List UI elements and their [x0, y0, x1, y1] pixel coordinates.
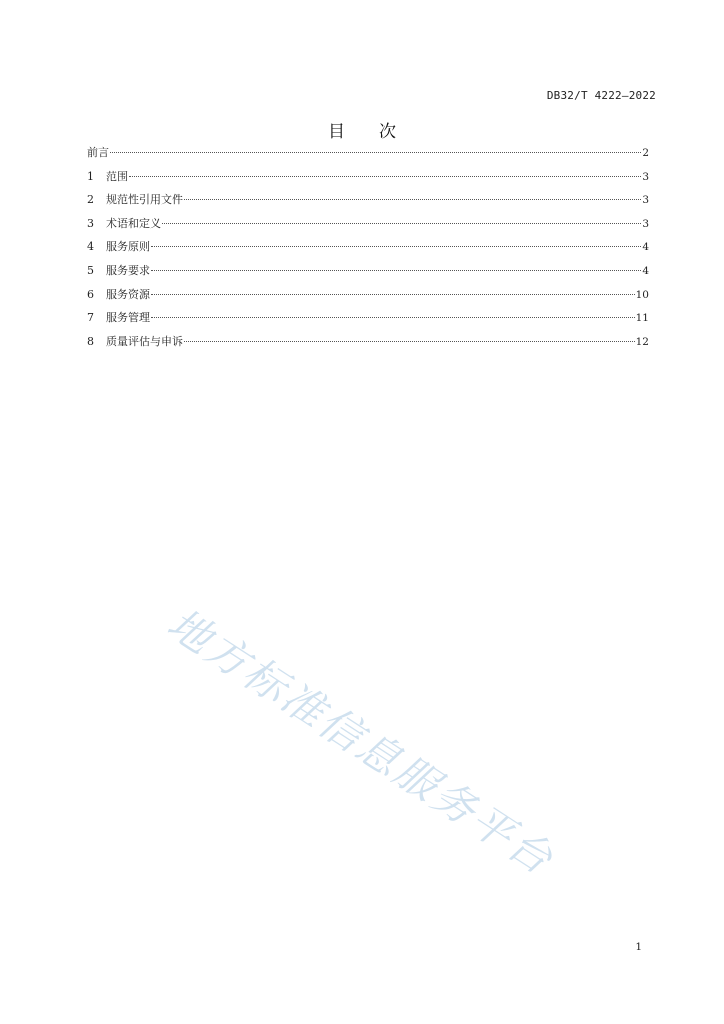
- toc-entry-label: 规范性引用文件: [106, 193, 183, 207]
- toc-dot-leader: [184, 199, 641, 200]
- toc-entry-number: 5: [87, 263, 94, 277]
- toc-entry-number: 8: [87, 334, 94, 348]
- toc-entry-normative-references[interactable]: [87, 191, 649, 215]
- toc-entry-page: 3: [642, 217, 649, 230]
- toc-entry-number: 1: [87, 169, 94, 183]
- toc-entry-label: 质量评估与申诉: [106, 334, 183, 348]
- toc-entry-label: 范围: [106, 169, 128, 183]
- toc-entry-number: 7: [87, 311, 94, 325]
- toc-entry-label: 服务管理: [106, 311, 150, 325]
- toc-entry-label: 前言: [87, 146, 109, 159]
- toc-dot-leader: [162, 223, 641, 224]
- toc-title-part1: 目: [328, 122, 345, 142]
- toc-dot-leader: [151, 294, 635, 295]
- toc-title: [0, 117, 724, 142]
- toc-entry-service-resources[interactable]: [87, 286, 649, 310]
- table-of-contents: [87, 144, 649, 356]
- toc-dot-leader: [184, 341, 635, 342]
- toc-dot-leader: [151, 270, 641, 271]
- toc-dot-leader: [129, 176, 641, 177]
- toc-entry-page: 4: [642, 264, 649, 277]
- toc-entry-service-requirements[interactable]: [87, 262, 649, 286]
- toc-entry-page: 4: [642, 241, 649, 254]
- toc-entry-scope[interactable]: [87, 168, 649, 192]
- toc-entry-number: 6: [87, 287, 94, 301]
- toc-dot-leader: [151, 317, 635, 318]
- page-number: 1: [635, 941, 642, 953]
- toc-entry-label: 服务资源: [106, 287, 150, 301]
- toc-entry-page: 2: [642, 147, 649, 159]
- toc-entry-page: 3: [642, 170, 649, 183]
- toc-entry-page: 12: [635, 335, 649, 348]
- toc-title-part2: 次: [379, 122, 396, 142]
- toc-entry-quality-evaluation[interactable]: [87, 333, 649, 357]
- toc-entry-foreword[interactable]: [87, 144, 649, 168]
- watermark: 地方标准信息服务平台: [158, 598, 564, 885]
- toc-dot-leader: [110, 152, 641, 153]
- toc-entry-service-principles[interactable]: [87, 238, 649, 262]
- toc-entry-number: 4: [87, 240, 94, 254]
- toc-entry-service-management[interactable]: [87, 309, 649, 333]
- document-code: DB32/T 4222—2022: [546, 89, 656, 102]
- toc-entry-page: 3: [642, 194, 649, 207]
- toc-entry-page: 10: [635, 288, 649, 301]
- toc-entry-label: 服务原则: [106, 240, 150, 254]
- toc-entry-terms-definitions[interactable]: [87, 215, 649, 239]
- toc-entry-page: 11: [635, 312, 649, 325]
- toc-entry-number: 3: [87, 216, 94, 230]
- toc-dot-leader: [151, 246, 641, 247]
- toc-entry-label: 术语和定义: [106, 216, 161, 230]
- toc-entry-number: 2: [87, 193, 94, 207]
- toc-entry-label: 服务要求: [106, 263, 150, 277]
